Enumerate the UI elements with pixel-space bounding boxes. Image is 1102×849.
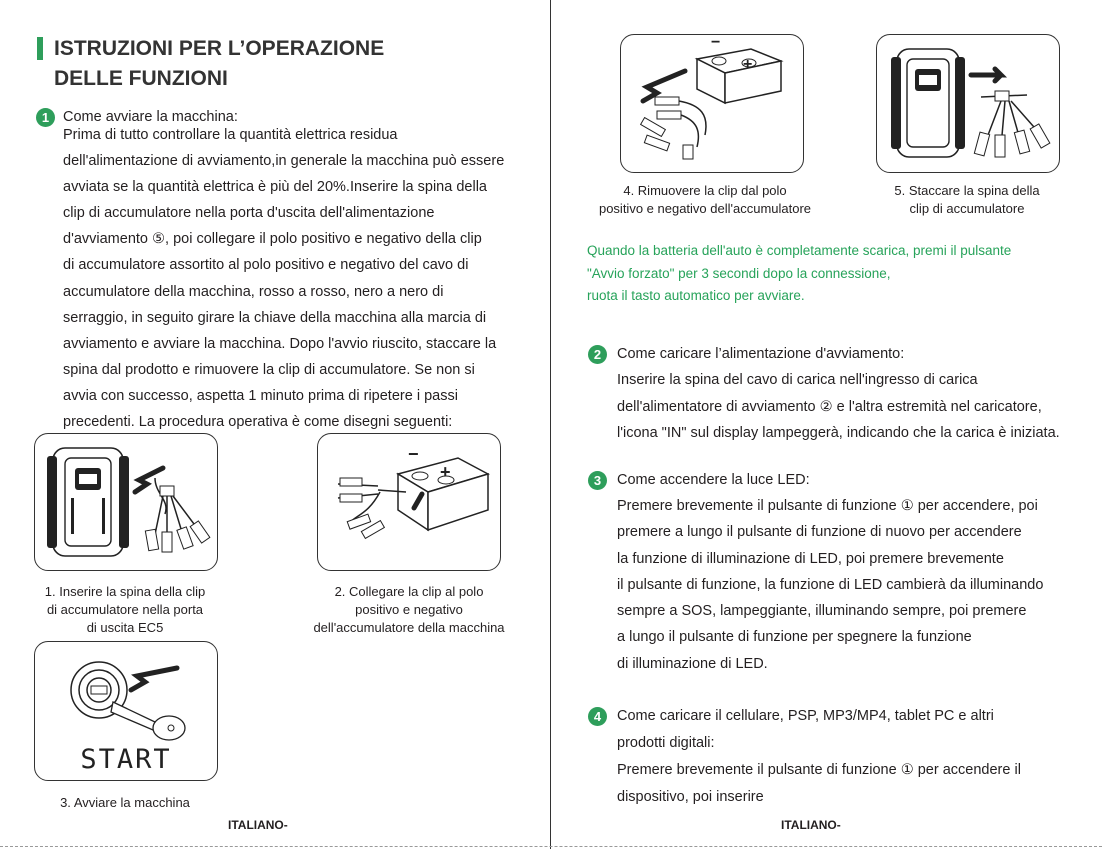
title-line-1: ISTRUZIONI PER L’OPERAZIONE: [54, 37, 385, 60]
s2lines-line: Inserire la spina del cavo di carica nell'ingresso di carica: [617, 372, 978, 388]
footer-right: ITALIANO-: [781, 818, 841, 832]
jump-starter-unplug-drawing: [877, 35, 1059, 172]
s2lines-line: l'icona "IN" sul display lampeggerà, indicando che la carica è iniziata.: [617, 425, 1060, 441]
s1lines-line: Prima di tutto controllare la quantità elettrica residua: [63, 127, 398, 143]
s1lines-line: serraggio, in seguito girare la chiave della macchina alla marcia di: [63, 309, 487, 326]
s1lines-line: avvia con successo, aspetta 1 minuto prima di ripetere i passi: [63, 387, 458, 404]
battery-minus-label: −: [408, 444, 419, 464]
title-line-2: DELLE FUNZIONI: [54, 67, 228, 90]
s1lines-line: precedenti. La procedura operativa è come disegni seguenti:: [63, 414, 453, 431]
s3lines-line: premere a lungo il pulsante di funzione di nuovo per accendere: [617, 524, 1022, 541]
greennote-line: ruota il tasto automatico per avviare.: [587, 288, 805, 303]
illustration-unplug: [876, 34, 1060, 173]
s1lines-line: avviamento e avviare la macchina. Dopo l'avvio riuscito, staccare la: [63, 335, 497, 352]
caption-step-1: [30, 583, 220, 637]
title-accent-bar: [37, 37, 43, 60]
forced-start-note: [587, 240, 1011, 308]
page-title: [54, 34, 384, 94]
s3lines-line: di illuminazione di LED.: [617, 655, 768, 672]
section-2-body: [617, 367, 1060, 447]
battery-clips-drawing: [318, 434, 500, 570]
battery-plus-label: +: [440, 462, 451, 482]
section-2-heading: Come caricare l’alimentazione d'avviamento:: [617, 346, 905, 362]
section-2-badge: 2: [588, 345, 607, 364]
caption-step-5: [858, 182, 1076, 218]
battery-plus-label-2: +: [743, 56, 753, 73]
caption-step-3: [30, 794, 220, 812]
greennote-line: "Avvio forzato" per 3 secondi dopo la connessione,: [587, 265, 891, 281]
s1lines-line: di accumulatore assortito al polo positivo e negativo del cavo di: [63, 257, 469, 274]
cap3-line: 3. Avviare la macchina: [60, 795, 190, 810]
cap5-line: clip di accumulatore: [909, 201, 1025, 216]
section-1-badge: 1: [36, 108, 55, 127]
greennote-line: Quando la batteria dell'auto è completamente scarica, premi il pulsante: [587, 243, 1012, 258]
battery-minus-label-2: −: [711, 35, 721, 51]
s1lines-line: dell'alimentazione di avviamento,in generale la macchina può essere: [63, 153, 505, 170]
cap1-line: 1. Inserire la spina della clip: [44, 584, 206, 599]
section-4-badge: 4: [588, 707, 607, 726]
illustration-connect-clips: [317, 433, 501, 571]
bottom-rule: [0, 846, 1102, 847]
s3lines-line: la funzione di illuminazione di LED, poi premere brevemente: [617, 550, 1004, 567]
s3lines-line: Premere brevemente il pulsante di funzione ① per accendere, poi: [617, 498, 1038, 514]
s1lines-line: avviata se la quantità elettrica è più del 20%.Inserire la spina della: [63, 179, 487, 196]
s1lines-line: accumulatore della macchina, rosso a rosso, nero a nero di: [63, 283, 444, 300]
illustration-remove-clips: [620, 34, 804, 173]
section-1-body: [63, 122, 504, 435]
section-1-heading: Come avviare la macchina:: [63, 109, 238, 125]
cap2-line: 2. Collegare la clip al polo: [334, 584, 484, 599]
s4lines-line: dispositivo, poi inserire: [617, 789, 764, 805]
cap2-line: dell'accumulatore della macchina: [313, 620, 505, 635]
cap4-line: positivo e negativo dell'accumulatore: [598, 201, 812, 216]
section-3-body: [617, 493, 1043, 677]
s1lines-line: spina dal prodotto e rimuovere la clip di accumulatore. Se non si: [63, 361, 475, 378]
section-4-body: [617, 730, 1021, 811]
illustration-insert-plug: [34, 433, 218, 571]
start-label: START: [80, 744, 172, 775]
s4lines-line: Premere brevemente il pulsante di funzione ① per accendere il: [617, 762, 1021, 778]
illustration-start-key: [34, 641, 218, 781]
footer-left: ITALIANO-: [228, 818, 288, 832]
cap1-line: di uscita EC5: [86, 620, 164, 635]
section-4-heading: Come caricare il cellulare, PSP, MP3/MP4, tablet PC e altri: [617, 708, 994, 724]
section-3-heading: Come accendere la luce LED:: [617, 472, 810, 488]
cap1-line: di accumulatore nella porta: [46, 602, 204, 617]
cap4-line: 4. Rimuovere la clip dal polo: [623, 183, 787, 198]
cap5-line: 5. Staccare la spina della: [894, 183, 1040, 198]
cap2-line: positivo e negativo: [355, 602, 463, 617]
page-divider: [550, 0, 551, 849]
s1lines-line: clip di accumulatore nella porta d'uscita dell'alimentazione: [63, 205, 435, 222]
s2lines-line: dell'alimentatore di avviamento ② e l'altra estremità nel caricatore,: [617, 398, 1042, 415]
jump-starter-plug-drawing: [35, 434, 217, 570]
s1lines-line: d'avviamento ⑤, poi collegare il polo positivo e negativo della clip: [63, 231, 482, 248]
s3lines-line: il pulsante di funzione, la funzione di LED cambierà da illuminando: [617, 576, 1044, 593]
s3lines-line: a lungo il pulsante di funzione per spegnere la funzione: [617, 629, 972, 646]
caption-step-4: [582, 182, 828, 218]
s4lines-line: prodotti digitali:: [617, 735, 715, 751]
s3lines-line: sempre a SOS, lampeggiante, illuminando sempre, poi premere: [617, 603, 1027, 620]
section-3-badge: 3: [588, 471, 607, 490]
ignition-key-drawing: [35, 642, 217, 780]
battery-remove-drawing: [621, 35, 803, 172]
caption-step-2: [300, 583, 518, 637]
